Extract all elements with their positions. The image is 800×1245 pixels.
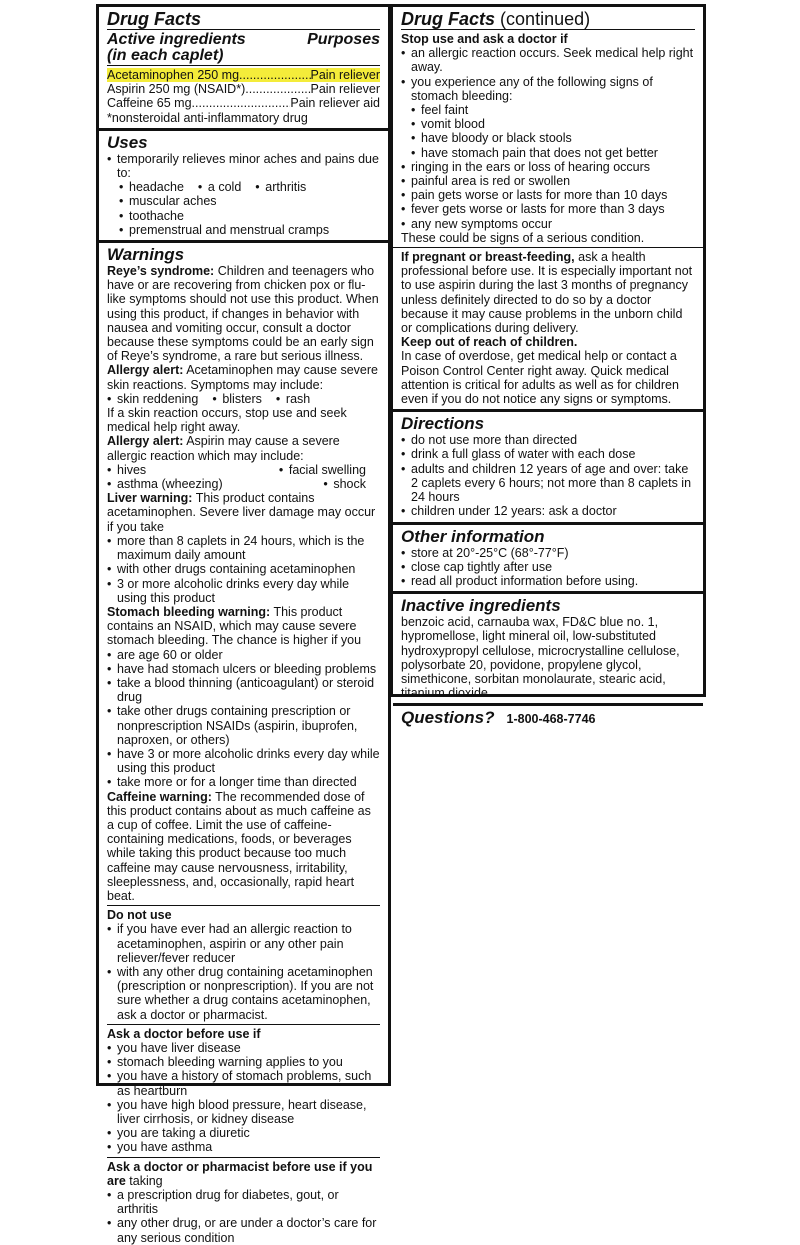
stop-use-label: Stop use and ask a doctor if [401,32,568,46]
list-item: • you have liver disease [107,1041,380,1055]
ask-pharmacist-items [107,1188,380,1245]
allergy-alert-2 [107,434,380,462]
drug-facts-title-block [107,9,380,30]
allergy-alert-1 [107,363,380,391]
list-item: • feel faint [411,103,695,117]
list-item: • any new symptoms occur [401,217,695,231]
list-item: • take more or for a longer time than directed [107,775,380,789]
symptom-item: • asthma (wheezing) [107,477,223,491]
symptom-item: • hives [107,463,146,477]
list-item: • a prescription drug for diabetes, gout, or arthritis [107,1188,380,1216]
uses-list [107,152,380,180]
list-item: • adults and children 12 years of age and over: take 2 caplets every 6 hours; not more than 8 caplets in 24 hours [401,462,695,505]
section-divider [99,240,388,243]
list-item: • you are taking a diuretic [107,1126,380,1140]
uses-item: • premenstrual and menstrual cramps [119,223,329,237]
list-item: • pain gets worse or lasts for more than 10 days [401,188,695,202]
list-item: • take other drugs containing prescription or nonprescription NSAIDs (aspirin, ibuprofen, naproxen, or others) [107,704,380,747]
pregnancy-warning [401,250,695,335]
list-item: • have 3 or more alcoholic drinks every day while using this product [107,747,380,775]
list-item: • store at 20°-25°C (68°-77°F) [401,546,695,560]
section-divider [393,247,703,248]
liver-warning-items [107,534,380,605]
list-item: • stomach bleeding warning applies to you [107,1055,380,1069]
stomach-warning-items [107,648,380,790]
reye-warning [107,264,380,363]
liver-warning-text: This product contains acetaminophen. Severe liver damage may occur if you take [107,491,376,534]
list-item: • an allergic reaction occurs. Seek medical help right away. [401,46,695,74]
drug-facts-continued-title [401,9,695,29]
list-item: • with other drugs containing acetaminophen [107,562,380,576]
ingredient-purpose: Pain reliever [310,68,380,82]
allergy-alert-1-label: Allergy alert: [107,363,184,378]
list-item: • close cap tightly after use [401,560,695,574]
caffeine-warning-text: The recommended dose of this product contains about as much caffeine as a cup of coffee. Limit the use of caffeine-containing medications, foods, or beverages while taking this product because too much caffeine may cause nervousness, irritability, sleeplessness, and, occasionally, rapid heart beat. [107,789,371,903]
do-not-use-label: Do not use [107,908,172,923]
liver-warning-label: Liver warning: [107,491,193,506]
section-divider [107,905,380,906]
list-item: • have stomach pain that does not get better [411,146,695,160]
list-item: • with any other drug containing acetaminophen (prescription or nonprescription). If you are not sure whether a drug contains acetaminophen, ask a doctor or pharmacist. [107,965,380,1022]
list-item: • fever gets worse or lasts for more than 3 days [401,202,695,216]
list-item: • read all product information before using. [401,574,695,588]
list-item: • you have asthma [107,1140,380,1154]
ingredient-name: Aspirin 250 mg (NSAID*) [107,82,246,97]
ask-pharmacist-label: Ask a doctor or pharmacist before use if you are [107,1159,373,1188]
list-item: • vomit blood [411,117,695,131]
inactive-ingredients-text: benzoic acid, carnauba wax, FD&C blue no. 1, hypromellose, light mineral oil, low-substituted hydroxypropyl cellulose, microcrystalline cellulose, polysorbate 20, povidone, propylene glycol, simethicone, sorbitan monolaurate, stearic acid, titanium dioxide [401,615,680,701]
list-item: • more than 8 caplets in 24 hours, which is the maximum daily amount [107,534,380,562]
list-item: • you have a history of stomach problems, such as heartburn [107,1069,380,1097]
do-not-use-items [107,922,380,1021]
section-divider [393,591,703,594]
drug-facts-left-panel [96,4,391,1245]
leader-dots [239,68,310,82]
stomach-warning-label: Stomach bleeding warning: [107,604,271,619]
drug-facts-title-right: Drug Facts [401,9,496,29]
caffeine-warning [107,790,380,904]
directions-items [401,433,695,518]
directions-title: Directions [401,414,485,434]
uses-item: • headache [119,180,184,194]
pregnancy-text: ask a health professional before use. It is especially important not to use aspirin during the last 3 months of pregnancy unless definitely directed to do so by a doctor because it may cause problems in the unborn child or complications during delivery. [401,250,693,336]
stomach-warning [107,605,380,648]
drug-facts-continued-title-block [401,9,695,30]
uses-items-row1 [107,180,380,208]
uses-title: Uses [107,132,148,152]
nsaid-footnote: *nonsteroidal anti-inflammatory drug [107,110,308,125]
allergy-alert-1-items [107,392,380,406]
ask-doctor-items [107,1041,380,1155]
liver-warning [107,491,380,534]
section-divider [393,703,703,706]
ingredient-name: Caffeine 65 mg [107,96,192,111]
ask-pharmacist [107,1160,380,1188]
drug-facts-right-panel [390,4,706,728]
list-item: • you have high blood pressure, heart disease, liver cirrhosis, or kidney disease [107,1098,380,1126]
stop-use-items [401,46,695,103]
list-item: • take a blood thinning (anticoagulant) or steroid drug [107,676,380,704]
caffeine-warning-label: Caffeine warning: [107,789,212,804]
in-each-caplet-label: (in each caplet) [107,47,224,64]
uses-item: • a cold [198,180,241,194]
symptom-item: • facial swelling [279,463,366,477]
keep-out-of-reach-label: Keep out of reach of children. [401,335,578,350]
active-ingredients-subheading [107,48,380,66]
section-divider [107,1157,380,1158]
pregnancy-label: If pregnant or breast-feeding, [401,250,575,265]
list-item: • do not use more than directed [401,433,695,447]
ingredient-purpose: Pain reliever [310,82,380,97]
reye-label: Reye’s syndrome: [107,264,215,279]
drug-facts-title: Drug Facts [107,9,202,29]
list-item: • any other drug, or are under a doctor’s care for any serious condition [107,1216,380,1244]
questions-label: Questions? [401,708,495,728]
list-item: • ringing in the ears or loss of hearing occurs [401,160,695,174]
purposes-label: Purposes [307,31,380,48]
inactive-ingredients-title: Inactive ingredients [401,596,561,616]
allergy-alert-2-text: Aspirin may cause a severe allergic reaction which may include: [107,434,340,463]
stomach-warning-text: This product contains an NSAID, which may cause severe stomach bleeding. The chance is higher if you [107,604,362,648]
ask-pharmacist-tail: taking [129,1173,163,1188]
uses-item: • arthritis [255,180,306,194]
ingredient-purpose: Pain reliever aid [290,96,380,111]
stop-use-items-more [401,160,695,231]
symptom-item: • shock [323,477,366,491]
ingredient-name: Acetaminophen 250 mg [107,68,240,82]
continued-label: (continued) [500,9,591,29]
warnings-title: Warnings [107,245,185,265]
questions-line [401,708,695,728]
leader-dots [192,96,291,110]
symptom-item: • skin reddening [107,392,198,406]
symptom-item: • blisters [212,392,262,406]
leader-dots [245,82,310,96]
uses-intro: • temporarily relieves minor aches and pains due to: [107,152,380,180]
ingredients-list [107,68,380,111]
list-item: • children under 12 years: ask a doctor [401,504,695,518]
allergy-alert-1-text: Acetaminophen may cause severe skin reactions. Symptoms may include: [107,363,378,392]
ingredient-row [107,96,380,110]
ingredient-row [107,68,380,82]
section-divider [99,128,388,131]
list-item: • if you have ever had an allergic reaction to acetaminophen, aspirin or any other pain reliever/fever reducer [107,922,380,965]
list-item: • you experience any of the following signs of stomach bleeding: [401,75,695,103]
phone-number[interactable]: 1-800-468-7746 [506,712,596,727]
symptom-item: • rash [276,392,310,406]
overdose-text: In case of overdose, get medical help or contact a Poison Control Center right away. Quick medical attention is critical for adults as well as for children even if you do not notice any signs or symptoms. [401,349,679,407]
uses-item: • muscular aches [119,194,217,208]
allergy-alert-1-after: If a skin reaction occurs, stop use and seek medical help right away. [107,406,347,435]
active-ingredients-label: Active ingredients [107,31,246,48]
stomach-bleeding-signs [401,103,695,160]
section-divider [107,1024,380,1025]
list-item: • drink a full glass of water with each dose [401,447,695,461]
uses-item: • toothache [119,209,184,223]
other-information-title: Other information [401,526,545,546]
active-ingredients-heading [107,32,380,48]
stop-use-after: These could be signs of a serious condition. [401,230,645,245]
other-information-items [401,546,695,589]
section-divider [393,409,703,412]
section-divider [393,522,703,525]
list-item: • 3 or more alcoholic drinks every day while using this product [107,577,380,605]
list-item: • have bloody or black stools [411,131,695,145]
reye-text: Children and teenagers who have or are recovering from chicken pox or flu-like symptoms should not use this product. When using this product, if changes in behavior with nausea and vomiting occur, consult a doctor because these symptoms could be an early sign of Reye’s syndrome, a rare but serious illness. [107,264,379,364]
uses-items-row2 [107,209,380,237]
allergy-alert-2-items [107,463,380,491]
ask-doctor-label: Ask a doctor before use if [107,1026,261,1041]
ingredient-row [107,82,380,96]
list-item: • painful area is red or swollen [401,174,695,188]
list-item: • have had stomach ulcers or bleeding problems [107,662,380,676]
allergy-alert-2-label: Allergy alert: [107,434,184,449]
list-item: • are age 60 or older [107,648,380,662]
